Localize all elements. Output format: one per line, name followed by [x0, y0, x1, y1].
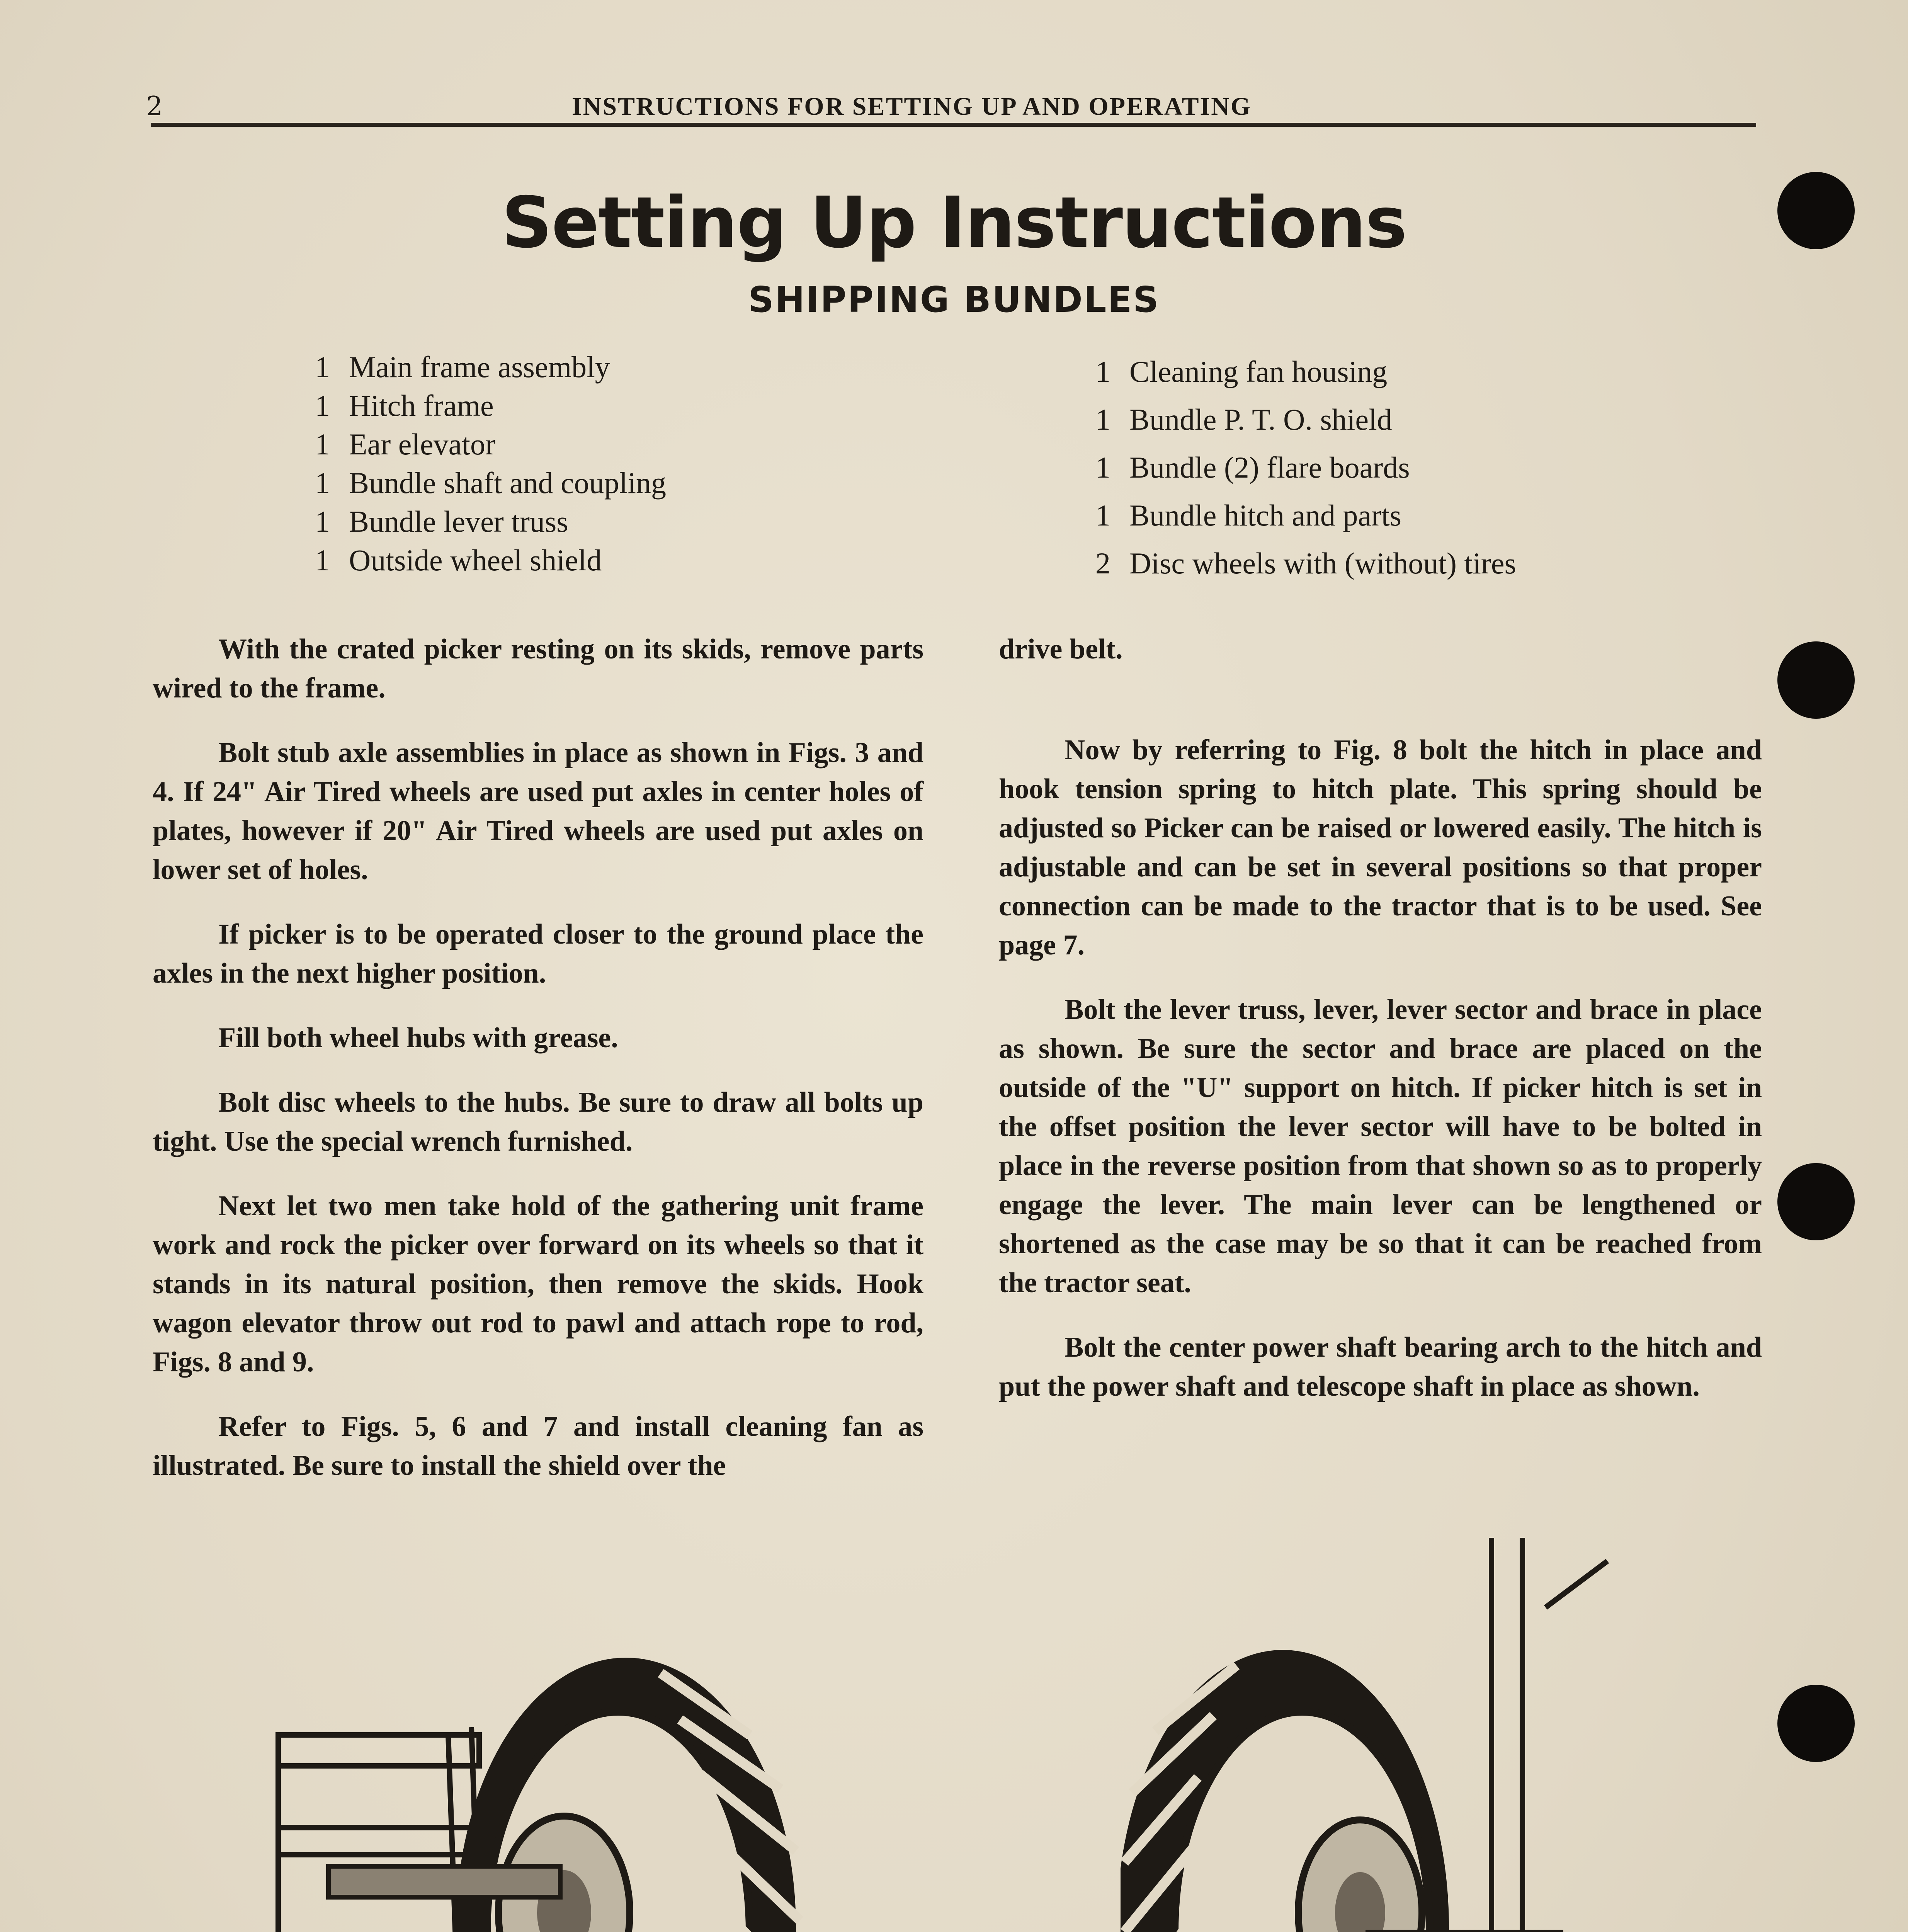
bundle-name: Bundle hitch and parts — [1129, 498, 1402, 532]
binder-hole-icon — [1777, 1685, 1855, 1762]
paragraph: Now by referring to Fig. 8 bolt the hitch in place and hook tension spring to hitch plate. This spring should be adjusted so Picker can be raised or lowered easily. The hitch is adjustable and can be set in several positions so that proper connection can be made to the tractor that is to be used. See page 7. — [999, 734, 1762, 961]
bundle-name: Bundle lever truss — [349, 505, 568, 538]
bundle-list-left — [315, 348, 666, 580]
bundle-item — [1095, 348, 1516, 396]
bundle-name: Bundle P. T. O. shield — [1129, 403, 1392, 436]
bundle-item — [1095, 444, 1516, 492]
bundle-qty: 1 — [315, 389, 330, 422]
bundle-name: Disc wheels with (without) tires — [1129, 546, 1516, 580]
binder-hole-icon — [1777, 172, 1855, 249]
bundle-qty: 1 — [315, 505, 330, 538]
bundle-name: Bundle shaft and coupling — [349, 466, 667, 500]
bundle-qty: 1 — [1095, 403, 1110, 436]
bundle-qty: 1 — [315, 350, 330, 384]
bundle-list-right — [1095, 348, 1516, 587]
bundle-qty: 1 — [1095, 451, 1110, 484]
bundle-qty: 1 — [315, 427, 330, 461]
binder-hole-icon — [1777, 1163, 1855, 1240]
running-head: INSTRUCTIONS FOR SETTING UP AND OPERATING — [572, 92, 1252, 121]
bundle-item — [315, 386, 666, 425]
page-number: 2 — [146, 91, 163, 122]
header-rule — [151, 123, 1756, 127]
bundle-name: Ear elevator — [349, 427, 495, 461]
bundle-item — [315, 425, 666, 464]
bundle-item — [1095, 492, 1516, 539]
paragraph: Next let two men take hold of the gathering unit frame work and rock the picker over forward on its wheels so that it stands in its natural position, then remove the skids. Hook wagon elevator throw out rod to pawl and attach rope to rod, Figs. 8 and 9. — [153, 1190, 923, 1378]
page-title: Setting Up Instructions — [502, 182, 1406, 264]
fig4-tire-icon — [1121, 1650, 1449, 1932]
paragraph: Bolt the center power shaft bearing arch to the hitch and put the power shaft and telescope shaft in place as shown. — [999, 1332, 1762, 1402]
bundle-name: Bundle (2) flare boards — [1129, 451, 1410, 484]
paragraph: Bolt the lever truss, lever, lever sector and brace in place as shown. Be sure the sector and brace are placed on the outside of the "U" support on hitch. If picker hitch is set in the offset position the lever sector will have to be bolted in place in the reverse position from that shown so as to properly engage the lever. The main lever can be lengthened or shortened as the case may be so that it can be reached from the tractor seat. — [999, 994, 1762, 1299]
binder-hole-icon — [1777, 641, 1855, 719]
section-subtitle: SHIPPING BUNDLES — [748, 279, 1160, 320]
bundle-name: Main frame assembly — [349, 350, 610, 384]
fig4-wheel-illustration — [1121, 1530, 1673, 1932]
bundle-item — [315, 348, 666, 386]
bundle-item — [1095, 396, 1516, 444]
left-text-column — [153, 630, 923, 1511]
paragraph: Bolt stub axle assemblies in place as shown in Figs. 3 and 4. If 24" Air Tired wheels are used put axles in center holes of plates, however if 20" Air Tired wheels are used put axles on lower set of holes. — [153, 737, 923, 886]
bundle-qty: 1 — [315, 466, 330, 500]
bundle-item — [315, 502, 666, 541]
right-text-column — [999, 630, 1762, 1432]
bundle-name: Cleaning fan housing — [1129, 355, 1388, 388]
paragraph: Refer to Figs. 5, 6 and 7 and install cleaning fan as illustrated. Be sure to install the shield over the — [153, 1411, 923, 1481]
bundle-qty: 1 — [315, 543, 330, 577]
bundle-name: Hitch frame — [349, 389, 494, 422]
bundle-qty: 1 — [1095, 355, 1110, 388]
paragraph: Bolt disc wheels to the hubs. Be sure to draw all bolts up tight. Use the special wrench furnished. — [153, 1087, 923, 1157]
paragraph-continuation: drive belt. — [999, 633, 1123, 665]
bundle-item — [1095, 539, 1516, 587]
bundle-item — [315, 464, 666, 502]
bundle-qty: 2 — [1095, 546, 1110, 580]
paragraph: Fill both wheel hubs with grease. — [218, 1022, 618, 1054]
fig3-stub-axle — [328, 1866, 560, 1897]
paragraph: With the crated picker resting on its skids, remove parts wired to the frame. — [153, 633, 923, 704]
bundle-item — [315, 541, 666, 580]
paragraph: If picker is to be operated closer to the ground place the axles in the next higher position. — [153, 918, 923, 989]
bundle-qty: 1 — [1095, 498, 1110, 532]
bundle-name: Outside wheel shield — [349, 543, 602, 577]
fig3-wheel-illustration — [270, 1534, 846, 1932]
